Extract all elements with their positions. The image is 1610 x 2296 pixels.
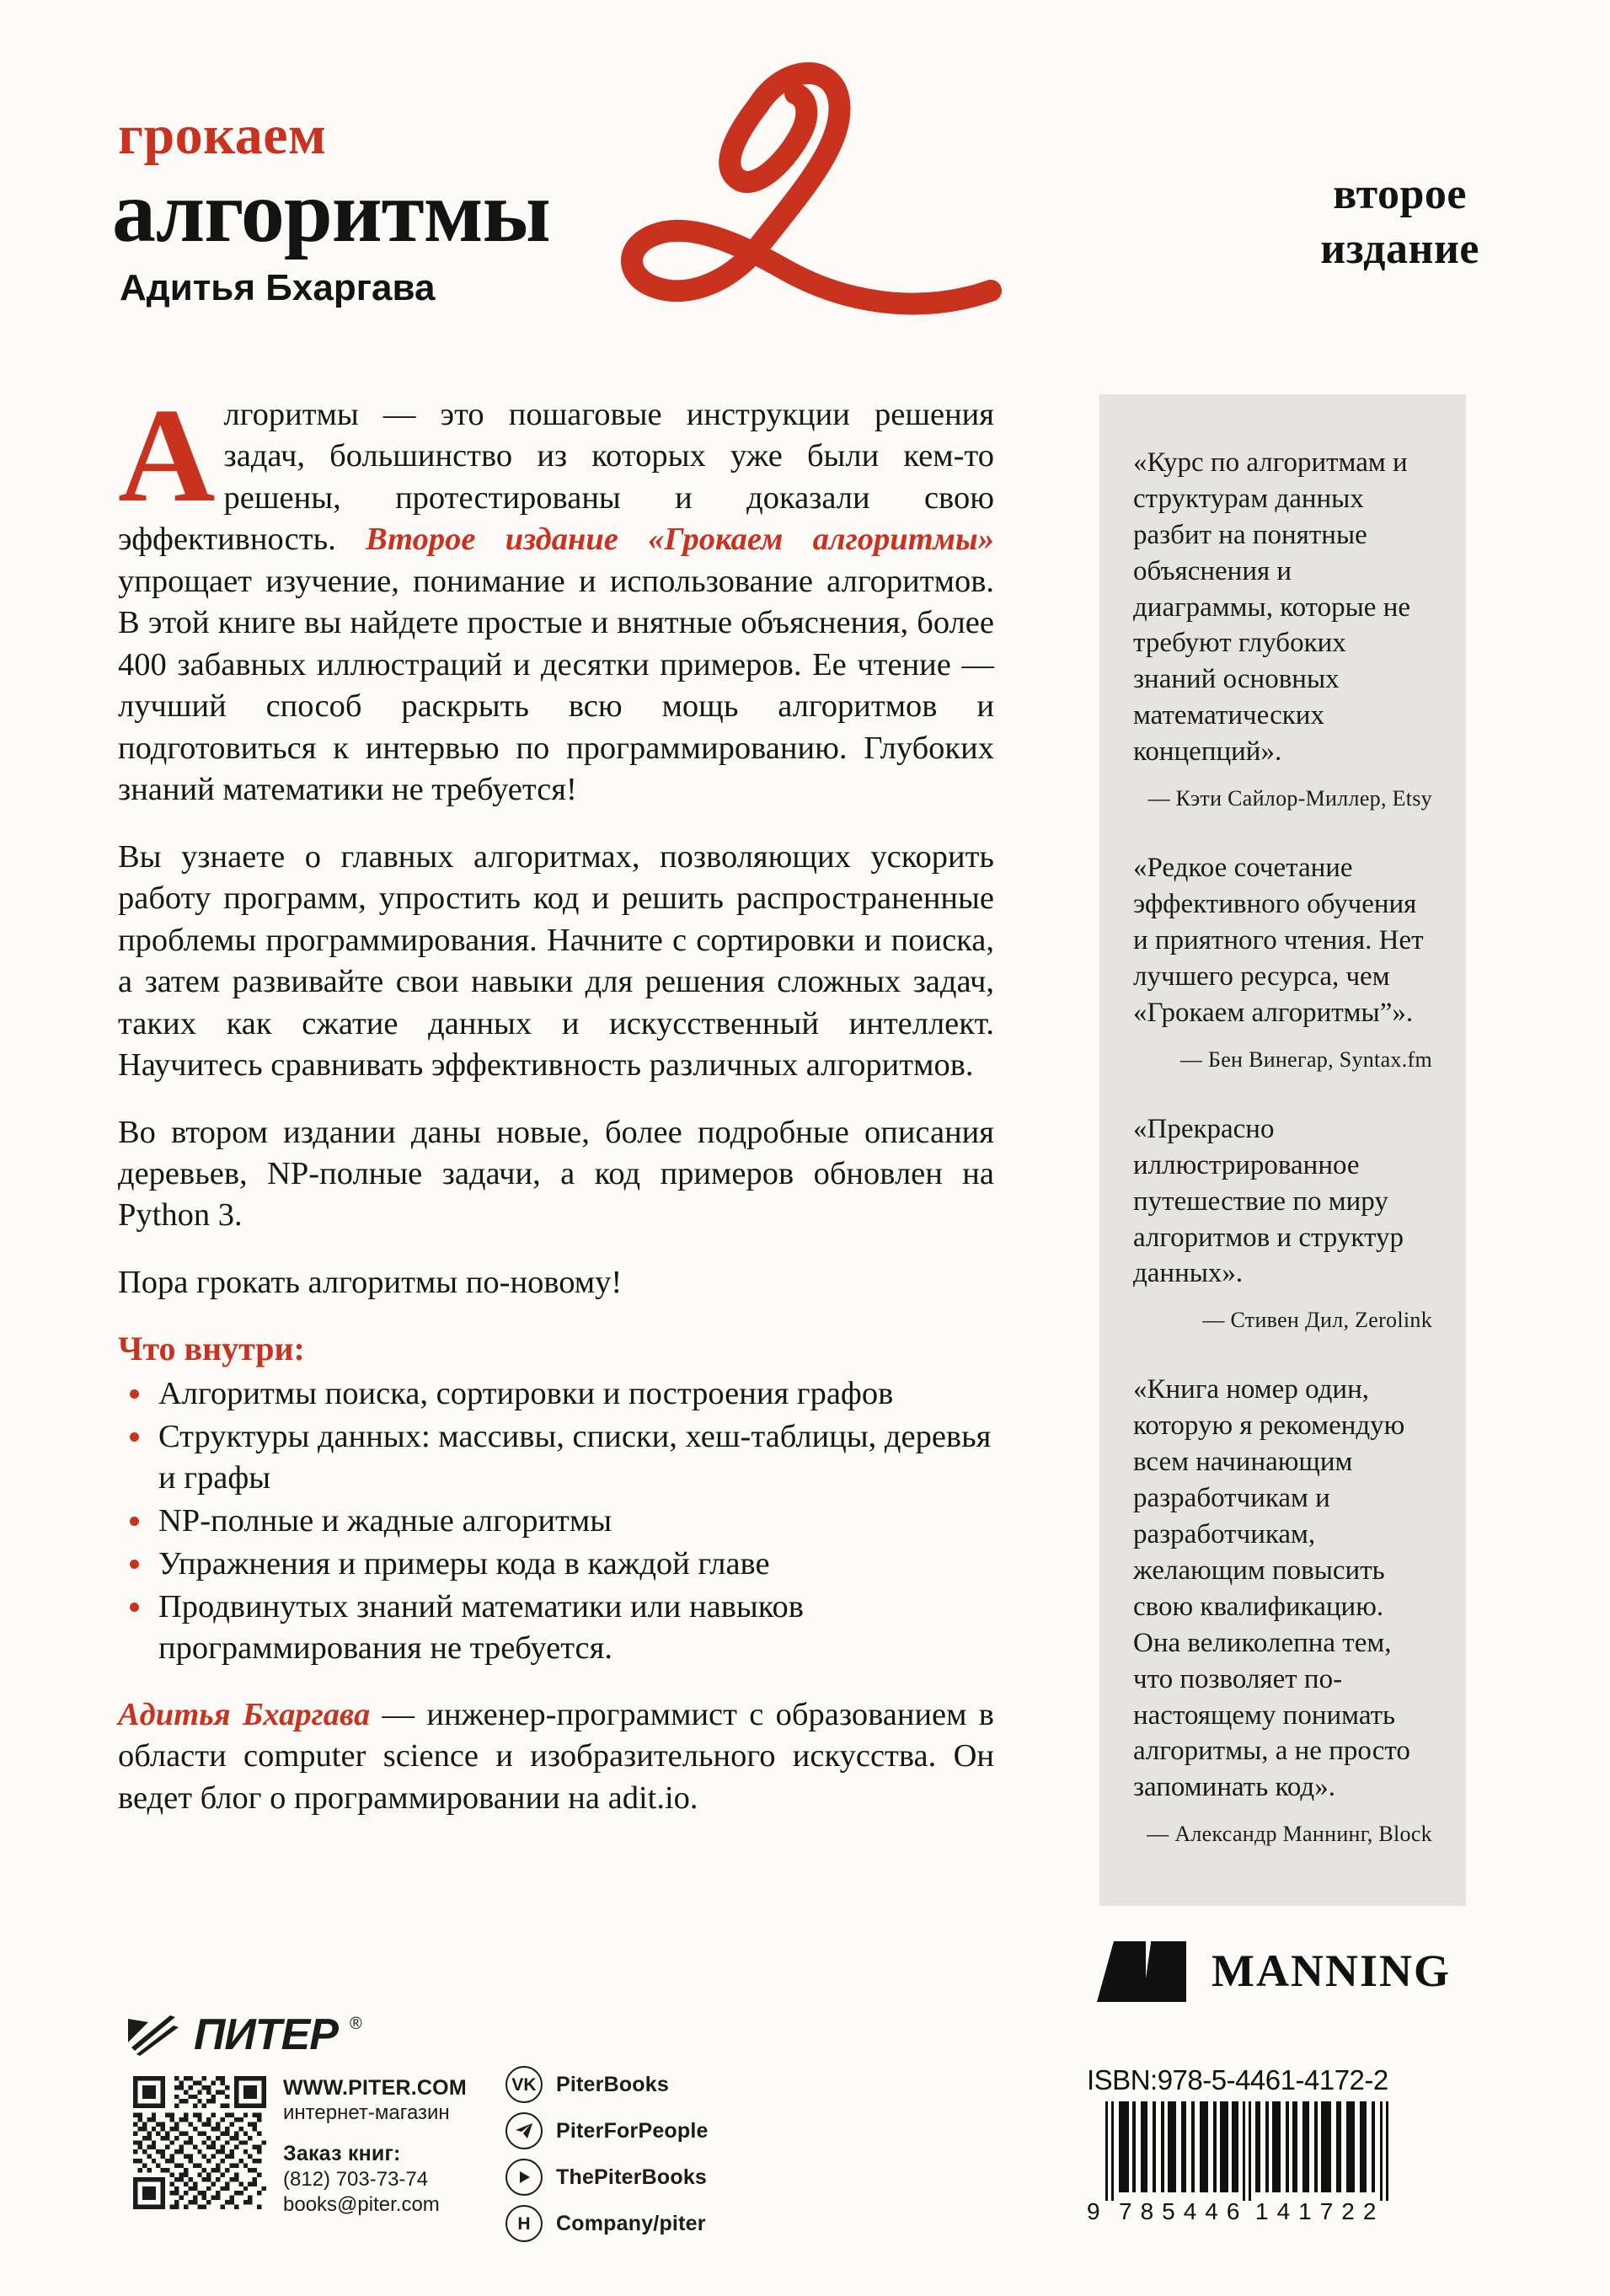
- blurb-paragraph-2: Вы узнаете о главных алгоритмах, позволяющих ускорить работу программ, упростить код и решить распространенные проблемы программирования. Начните с сортировки и поиска, а затем развивайте свои навыки для решения сложных задач, таких как сжатие данных и искусственный интеллект. Научитесь сравнивать эффективность различных алгоритмов.: [118, 838, 994, 1084]
- social-link-habr[interactable]: [505, 2205, 709, 2242]
- blurb-paragraph-4: Пора грокать алгоритмы по-новому!: [118, 1264, 623, 1300]
- isbn-barcode-block: [1087, 2064, 1432, 2228]
- whats-inside-list: [118, 1373, 994, 1668]
- social-label: Company/piter: [556, 2211, 706, 2235]
- testimonial-text: «Книга номер один, которую я рекомендую всем начинающим разработчикам и разработчикам, желающим повысить свою квалификацию. Она великолепна тем, что позволяет по-настоящему понимать алгоритмы, а не просто запоминать код».: [1133, 1374, 1410, 1803]
- testimonial-attribution: — Александр Маннинг, Block: [1147, 1822, 1432, 1847]
- habr-icon-glyph: H: [517, 2213, 531, 2234]
- vk-icon-glyph: VK: [511, 2074, 537, 2095]
- piter-mark-icon: [126, 2014, 182, 2056]
- list-item: [118, 1587, 994, 1669]
- social-links: [505, 2066, 709, 2242]
- cover-header: [0, 0, 1610, 354]
- order-books-label: Заказ книг:: [283, 2142, 401, 2166]
- list-item: [118, 1373, 994, 1415]
- bullet-dot-icon: [130, 1517, 139, 1526]
- testimonial: [1133, 445, 1432, 811]
- social-link-youtube[interactable]: [505, 2159, 709, 2196]
- manning-wordmark: MANNING: [1212, 1945, 1451, 1996]
- bullet-dot-icon: [130, 1389, 139, 1399]
- testimonial-attribution: — Кэти Сайлор-Миллер, Etsy: [1147, 786, 1432, 811]
- blurb-p1-part-a: лгоритмы — это пошаговые инструкции решения задач, большинство из которых уже были кем-то решены, протестированы и доказали свою эффективность.: [118, 397, 994, 558]
- drop-cap: А: [118, 380, 216, 530]
- list-item-label: NP-полные и жадные алгоритмы: [158, 1503, 612, 1539]
- edition-line-2: издание: [1320, 225, 1479, 273]
- social-label: ThePiterBooks: [556, 2165, 708, 2189]
- barcode-digit-left: 9: [1087, 2198, 1100, 2224]
- testimonial: [1133, 850, 1432, 1073]
- website-url[interactable]: WWW.PITER.COM: [283, 2076, 467, 2100]
- manning-publisher-logo: [1092, 1938, 1451, 2004]
- author-bio: [118, 1694, 994, 1819]
- social-label: PiterBooks: [556, 2072, 669, 2096]
- telegram-icon[interactable]: [505, 2112, 543, 2149]
- series-word: грокаем: [118, 104, 327, 166]
- author-bio-name: Адитья Бхаргава: [118, 1696, 371, 1732]
- blurb-p1-part-b: упрощает изучение, понимание и использование алгоритмов. В этой книге вы найдете простые и внятные объяснения, более 400 забавных иллюстраций и десятки примеров. Ее чтение — лучший способ раскрыть всю мощь алгоритмов и подготовиться к интервью по программированию. Глубоких знаний математики не требуется!: [118, 563, 994, 808]
- author-name: Адитья Бхаргава: [120, 267, 436, 308]
- blurb-column: [118, 380, 994, 1819]
- testimonial-attribution: — Бен Винегар, Syntax.fm: [1179, 1046, 1432, 1072]
- testimonial-text: «Курс по алгоритмам и структурам данных разбит на понятные объяснения и диаграммы, которые не требуют глубоких знаний основных математических концепций».: [1133, 447, 1411, 768]
- bullet-dot-icon: [130, 1603, 139, 1612]
- social-link-telegram[interactable]: [505, 2112, 709, 2149]
- registered-trademark-icon: ®: [349, 2015, 362, 2033]
- barcode: [1087, 2101, 1424, 2228]
- play-icon[interactable]: [505, 2159, 543, 2196]
- barcode-digits-right: 141722: [1255, 2198, 1385, 2224]
- list-item-label: Продвинутых знаний математики или навыков программирования не требуется.: [158, 1588, 804, 1666]
- vk-icon[interactable]: [505, 2066, 543, 2103]
- testimonials-sidebar: [1099, 394, 1466, 1906]
- blurb-p1-emphasis: Второе издание «Грокаем алгоритмы»: [366, 522, 994, 558]
- blurb-paragraph-3: Во втором издании даны новые, более подробные описания деревьев, NP-полные задачи, а код примеров обновлен на Python 3.: [118, 1114, 994, 1234]
- list-item-label: Упражнения и примеры кода в каждой главе: [158, 1545, 770, 1582]
- testimonial: [1133, 1111, 1432, 1334]
- social-link-vk[interactable]: [505, 2066, 709, 2103]
- contact-info: [283, 2076, 502, 2218]
- habr-icon[interactable]: [505, 2205, 543, 2242]
- website-subtitle: интернет-магазин: [283, 2101, 450, 2124]
- piter-publisher-logo: [126, 2010, 362, 2060]
- book-title: алгоритмы: [112, 163, 550, 260]
- edition-line-1: второе: [1333, 170, 1467, 218]
- testimonial: [1133, 1372, 1432, 1847]
- blurb-paragraph-1: [118, 380, 994, 811]
- list-item: [118, 1544, 994, 1585]
- manning-mark-icon: [1092, 1938, 1191, 2004]
- bullet-dot-icon: [130, 1560, 139, 1569]
- testimonial-attribution: — Стивен Дил, Zerolink: [1202, 1308, 1432, 1333]
- list-item-label: Структуры данных: массивы, списки, хеш-таблицы, деревья и графы: [158, 1419, 992, 1496]
- social-label: PiterForPeople: [556, 2118, 709, 2143]
- numeral-two-flourish-icon: [505, 46, 1045, 337]
- piter-wordmark: ПИТЕР: [194, 2010, 338, 2059]
- qr-code: [133, 2076, 266, 2209]
- whats-inside-heading: Что внутри:: [118, 1330, 305, 1368]
- bullet-dot-icon: [130, 1432, 139, 1442]
- author-bio-text: — инженер-программист с образованием в области computer science и изобразительного искусства. Он ведет блог о программировании на adit.io.: [118, 1696, 994, 1816]
- list-item: [118, 1501, 994, 1542]
- list-item-label: Алгоритмы поиска, сортировки и построения графов: [158, 1376, 894, 1412]
- order-email[interactable]: books@piter.com: [283, 2192, 440, 2216]
- order-phone[interactable]: (812) 703-73-74: [283, 2167, 429, 2191]
- testimonial-text: «Прекрасно иллюстрированное путешествие по миру алгоритмов и структур данных».: [1133, 1113, 1404, 1289]
- edition-badge: [1320, 167, 1479, 276]
- testimonial-text: «Редкое сочетание эффективного обучения и приятного чтения. Нет лучшего ресурса, чем «Грокаем алгоритмы”».: [1133, 853, 1424, 1028]
- barcode-digits-mid: 785446: [1119, 2198, 1249, 2224]
- isbn-number: ISBN:978-5-4461-4172-2: [1087, 2064, 1388, 2095]
- list-item: [118, 1416, 994, 1499]
